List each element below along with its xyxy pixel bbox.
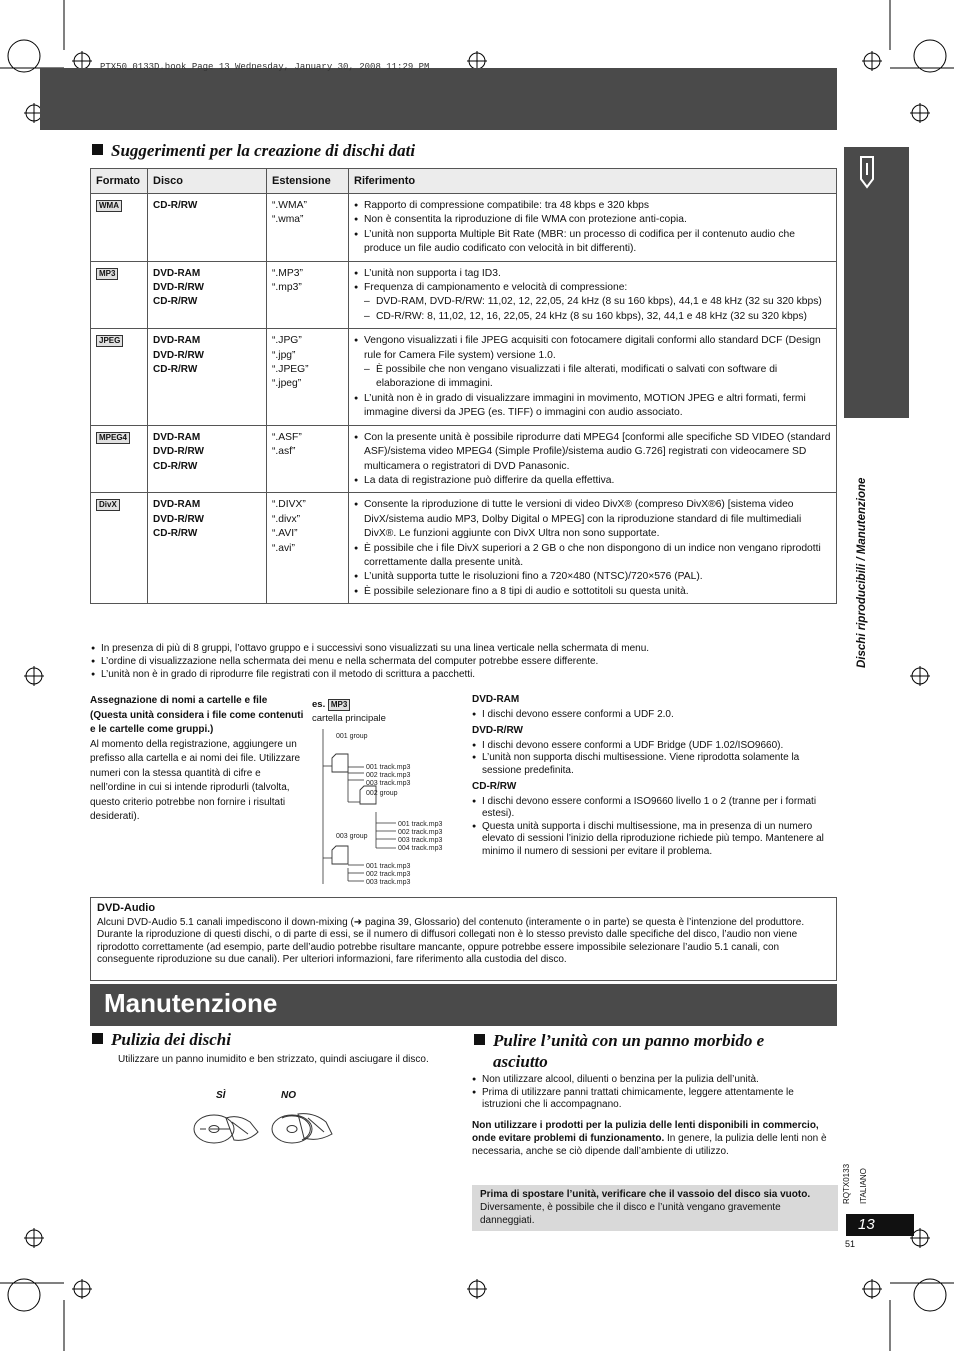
reference-item: – È possibile che non vengano visualizzati i file alterati, modificati o salvati con software di elaborazione di immagini.	[354, 363, 831, 392]
reference-item: ● L’unità supporta tutte le risoluzioni fino a 720×480 (NTSC)/720×576 (PAL).	[354, 570, 831, 584]
tree-group-1: 001 group	[336, 733, 368, 740]
side-tab	[844, 147, 909, 418]
disc-cell	[148, 194, 267, 262]
extension-cell	[267, 194, 349, 262]
reference-item: – DVD-RAM, DVD-R/RW: 11,02, 12, 22,05, 24 kHz (8 su 160 kbps), 44,1 e 48 kHz (32 su 320 kbps)	[354, 295, 831, 309]
reference-cell	[349, 261, 837, 329]
svg-text:002 track.mp3: 002 track.mp3	[366, 772, 411, 779]
svg-text:001 track.mp3: 001 track.mp3	[366, 764, 411, 771]
disc-type: DVD-R/RW	[153, 349, 204, 361]
extension-cell	[267, 329, 349, 425]
extension: “.MP3”	[272, 267, 303, 279]
disc-cell	[148, 493, 267, 604]
reference-item: ● L’unità non supporta i tag ID3.	[354, 267, 831, 281]
disc-cleaning-illustration	[192, 1108, 362, 1150]
format-cell	[91, 425, 148, 493]
clean-discs-title: Pulizia dei dischi	[92, 1030, 231, 1050]
naming-body: Al momento della registrazione, aggiungere un prefisso alla cartella e ai nomi dei file. Utilizzare numeri con la stessa quantità di cifre e nell’ordine in cui si intende riprodurli (talvolta, questo criterio potrebbe non fornire i risultati desiderati).	[90, 738, 301, 822]
doc-code: RQTX0133	[842, 1163, 851, 1204]
svg-text:003 track.mp3: 003 track.mp3	[398, 837, 443, 844]
extension-cell	[267, 261, 349, 329]
reference-cell	[349, 493, 837, 604]
clean-unit-list: ● Non utilizzare alcool, diluenti o benzina per la pulizia dell’unità. ● Prima di utilizzare panni trattati chimicamente, leggere attentamente le istruzioni che li accompagnano.	[472, 1074, 834, 1112]
svg-text:002 track.mp3: 002 track.mp3	[398, 829, 443, 836]
clean-discs-text: Utilizzare un panno inumidito e ben strizzato, quindi asciugare il disco.	[118, 1054, 429, 1065]
svg-text:002 track.mp3: 002 track.mp3	[366, 871, 411, 878]
reference-item: ● Non è consentita la riproduzione di file WMA con protezione anti-copia.	[354, 213, 831, 227]
reference-cell	[349, 425, 837, 493]
reference-item: ● L’unità non è in grado di visualizzare immagini in movimento, MOTION JPEG e altri formati, fermi immagine diversi da JPEG (es. TIFF) o immagini con audio associato.	[354, 392, 831, 421]
notes	[91, 642, 831, 681]
table-row	[91, 329, 837, 425]
disc-cell	[148, 425, 267, 493]
disc-type: CD-R/RW	[153, 364, 198, 376]
extension: “.WMA”	[272, 200, 307, 211]
side-tab-label: Dischi riproducibili / Manutenzione	[856, 477, 868, 668]
extension: “.wma”	[272, 214, 304, 226]
reference-cell	[349, 329, 837, 425]
reference-item: ● Rapporto di compressione compatibile: tra 48 kbps e 320 kbps	[354, 199, 831, 213]
naming-section	[90, 694, 305, 825]
extension: “.JPG”	[272, 335, 302, 347]
reference-item: ● È possibile che i file DivX superiori a 2 GB o che non dispongono di un indice non vengano riprodotti correttamente dalla presente unità.	[354, 542, 831, 571]
example-label: es. MP3	[312, 699, 350, 711]
format-badge: JPEG	[96, 335, 123, 347]
col-header-estensione: Estensione	[267, 169, 349, 194]
lens-warning: Non utilizzare i prodotti per la pulizia delle lenti disponibili in commercio, onde evitare problemi di funzionamento. In genere, la pulizia delle lenti non è necessaria, anche se ciò dipende dall’ambiente di utilizzo.	[472, 1120, 827, 1157]
col-header-formato: Formato	[91, 169, 148, 194]
table-row	[91, 194, 837, 262]
format-cell	[91, 329, 148, 425]
extension: “.DIVX”	[272, 499, 306, 511]
extension: “.jpeg”	[272, 378, 302, 390]
format-cell	[91, 261, 148, 329]
folder-icon	[332, 846, 348, 864]
folder-icon	[332, 754, 348, 772]
format-badge: DivX	[96, 499, 120, 511]
yes-label: SÌ	[216, 1090, 226, 1101]
page-number-box: 13	[846, 1214, 914, 1236]
dvd-audio-box: DVD-Audio Alcuni DVD-Audio 5.1 canali impediscono il down-mixing (➜ pagina 39, Glossario) del contenuto (interamente o in parte) se questa è l’intenzione del produttore. Durante la riproduzione di questi dischi, o di parte di essi, se il numero di diffusori collegati non è lo stesso previsto dalle specifiche del disco, l’audio non viene riprodotto correttamente (ad esempio, parte dell’audio potrebbe risultare mancante, oppure potrebbe essere impossibile selezionare l’audio 5.1 canali, con conseguente riproduzione su due canali). Per ulteriori informazioni, fare riferimento alla custodia del disco.	[90, 897, 837, 981]
format-cell	[91, 194, 148, 262]
svg-text:003 track.mp3: 003 track.mp3	[366, 879, 411, 886]
svg-text:001 track.mp3: 001 track.mp3	[398, 821, 443, 828]
reference-item: – CD-R/RW: 8, 11,02, 12, 16, 22,05, 24 kHz (8 su 160 kbps), 32, 44,1 e 48 kHz (32 su 320 kbps)	[354, 310, 831, 324]
disc-requirements: DVD-RAM ● I dischi devono essere conformi a UDF 2.0. DVD-R/RW ● I dischi devono essere conformi a UDF Bridge (UDF 1.02/ISO9660). ● L’unità non supporta dischi multisessione. Viene riprodotta solamente la sessione predefinita. CD-R/RW ● I dischi devono essere conformi a ISO9660 livello 1 o 2 (tranne per i formati estesi). ● Questa unità supporta i dischi multisessione, ma in presenza di un numero elevato di sessioni l’inizio della riproduzione richiede più tempo. Mantenere al minimo il numero di sessioni per evitare il problema.	[472, 694, 838, 858]
reference-item: ● È possibile selezionare fino a 8 tipi di audio e sottotitoli su questa unità.	[354, 585, 831, 599]
disc-type: DVD-RAM	[153, 431, 201, 443]
extension-cell	[267, 425, 349, 493]
disc-cell	[148, 261, 267, 329]
disc-type: CD-R/RW	[153, 296, 198, 308]
page-number-small: 51	[845, 1239, 856, 1249]
svg-text:001 track.mp3: 001 track.mp3	[366, 863, 411, 870]
move-warning-box: Prima di spostare l’unità, verificare che il vassoio del disco sia vuoto. Diversamente, è possibile che il disco e l’unità vengano gravemente danneggiati.	[472, 1185, 838, 1231]
reference-item: ● La data di registrazione può differire da quella effettiva.	[354, 474, 831, 488]
note-item: ● L’unità non è in grado di riprodurre file registrati con il metodo di scrittura a pacchetti.	[91, 668, 831, 681]
print-line: PTX50_0133D.book Page 13 Wednesday, January 30, 2008 11:29 PM	[100, 62, 430, 72]
extension: “.mp3”	[272, 282, 302, 294]
table-row	[91, 493, 837, 604]
svg-text:003 track.mp3: 003 track.mp3	[366, 780, 411, 787]
disc-type: DVD-R/RW	[153, 282, 204, 294]
col-header-riferimento: Riferimento	[349, 169, 837, 194]
no-label: NO	[281, 1090, 296, 1101]
extension: “.jpg”	[272, 349, 296, 361]
format-cell	[91, 493, 148, 604]
root-folder-label: cartella principale	[312, 713, 386, 724]
extension: “.avi”	[272, 542, 295, 554]
tree-group-3: 003 group	[336, 833, 368, 840]
table-row	[91, 425, 837, 493]
extension: “.JPEG”	[272, 364, 309, 376]
disc-type: DVD-RAM	[153, 335, 201, 347]
header-bar	[40, 68, 837, 130]
disc-type: DVD-RAM	[153, 267, 201, 279]
extension: “.ASF”	[272, 431, 302, 443]
disc-type: CD-R/RW	[153, 460, 198, 472]
reference-item: ● Consente la riproduzione di tutte le versioni di video DivX® (compreso DivX®6) [sistema video DivX/sistema audio MP3, Dolby Digital o MPEG] con la riproduzione standard di file multimediali DivX®. Le funzioni aggiunte con DivX Ultra non sono supportate.	[354, 498, 831, 541]
disc-cell	[148, 329, 267, 425]
language-label: ITALIANO	[859, 1168, 868, 1204]
reference-item: ● Vengono visualizzati i file JPEG acquisiti con fotocamere digitali conformi allo standard DCF (Design rule for Camera File system) versione 1.0.	[354, 334, 831, 363]
table-row	[91, 261, 837, 329]
extension-cell	[267, 493, 349, 604]
reference-item: ● Con la presente unità è possibile riprodurre dati MPEG4 [conformi alle specifiche SD VIDEO (standard ASF)/sistema video MPEG4 (Simple Profile)/sistema audio G.726] registrati con videocamere SD multicamera o registratori di DVD Panasonic.	[354, 431, 831, 474]
disc-type: CD-R/RW	[153, 528, 198, 540]
naming-title: Assegnazione di nomi a cartelle e file (Questa unità considera i file come contenuti e le cartelle come gruppi.)	[90, 695, 304, 735]
format-badge: MPEG4	[96, 432, 130, 444]
extension: “.asf”	[272, 446, 296, 458]
reference-item: ● L’unità non supporta Multiple Bit Rate (MBR: un processo di codifica per il contenuto audio che produce un file audio codificato con velocità in bit differenti).	[354, 228, 831, 257]
disc-icon	[857, 153, 877, 193]
disc-type: DVD-RAM	[153, 499, 201, 511]
maintenance-banner: Manutenzione	[90, 984, 837, 1026]
note-item: ● In presenza di più di 8 gruppi, l’ottavo gruppo e i successivi sono visualizzati su una linea verticale nella schermata di menu.	[91, 642, 831, 655]
extension: “.divx”	[272, 513, 301, 525]
col-header-disco: Disco	[148, 169, 267, 194]
disc-type: DVD-R/RW	[153, 446, 204, 458]
format-badge: MP3	[96, 268, 118, 280]
clean-unit-title: Pulire l’unità con un panno morbido e asciutto	[474, 1030, 834, 1072]
reference-item: ● Frequenza di campionamento e velocità di compressione:	[354, 281, 831, 295]
folder-tree	[318, 726, 468, 888]
format-table	[90, 168, 837, 604]
extension: “.AVI”	[272, 528, 298, 540]
section-title: Suggerimenti per la creazione di dischi dati	[92, 141, 415, 161]
note-item: ● L’ordine di visualizzazione nella schermata dei menu e nella schermata del computer potrebbe essere differente.	[91, 655, 831, 668]
reference-cell	[349, 194, 837, 262]
disc-type: DVD-R/RW	[153, 513, 204, 525]
svg-text:004 track.mp3: 004 track.mp3	[398, 845, 443, 852]
format-badge: WMA	[96, 200, 122, 212]
format-badge: MP3	[328, 699, 350, 711]
disc-type: CD-R/RW	[153, 200, 198, 211]
tree-group-2: 002 group	[366, 790, 398, 797]
